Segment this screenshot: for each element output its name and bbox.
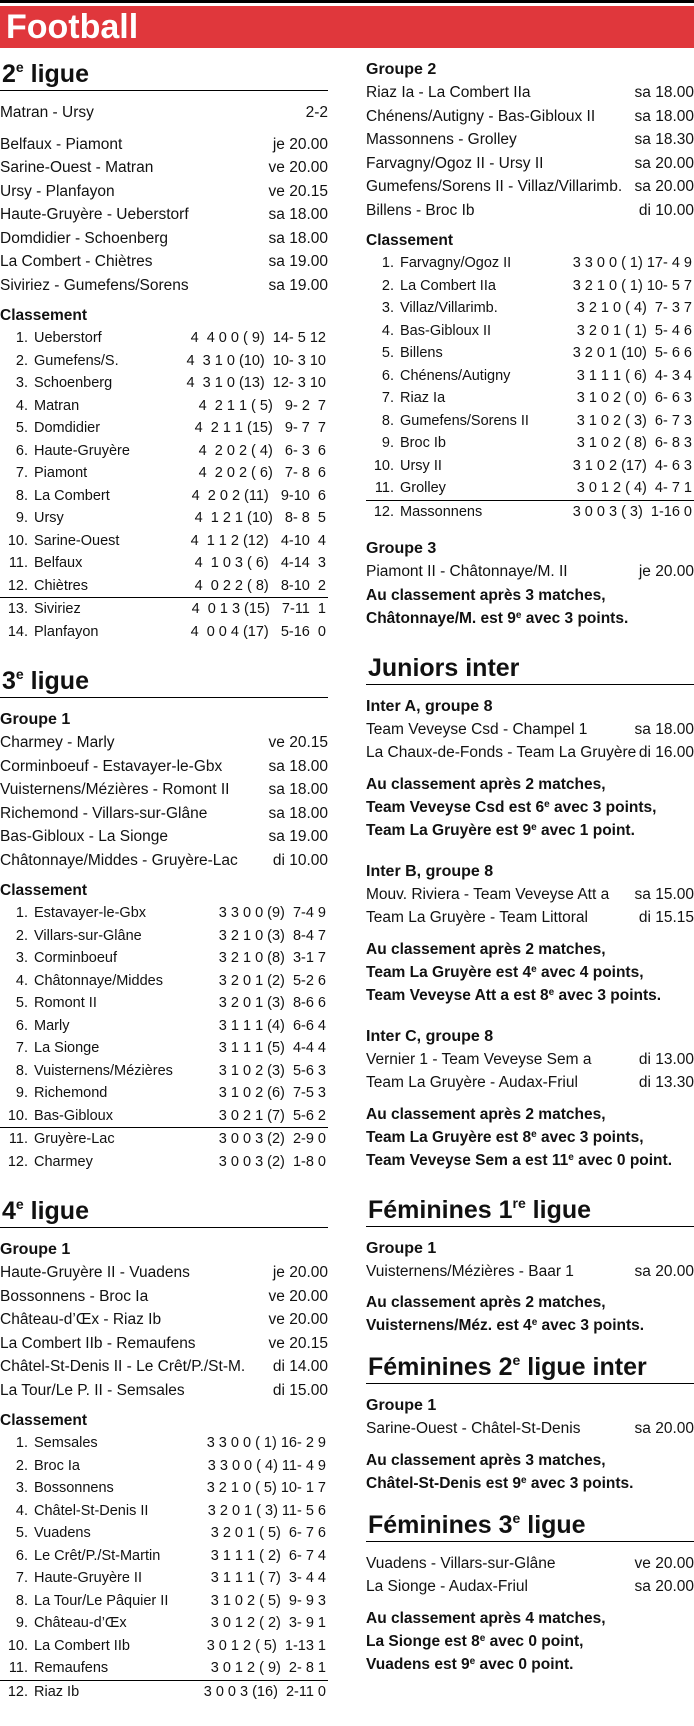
standings-row: 4. Bas-Gibloux II 3 2 0 1 ( 1) 5- 4 6 [381,322,692,339]
section-groupe-2 [366,58,694,523]
fixture-row: Château-d’Œx - Riaz Ib ve 20.00 [0,1311,328,1328]
standings-row: 1. Semsales 3 3 0 0 ( 1) 16- 2 9 [15,1435,326,1451]
fixture-row: Belfaux - Piamont je 20.00 [0,135,328,153]
standings-table [0,327,328,643]
standings-row: 4. Matran 4 2 1 1 ( 5) 9- 2 7 [15,397,326,414]
standings-row: 9. Richemond 3 1 0 2 (6) 7-5 3 [15,1085,326,1101]
standings-row: 3. Schoenberg 4 3 1 0 (13) 12- 3 10 [15,375,326,391]
fixtures-list [366,718,694,765]
fixture-row: Charmey - Marly ve 20.15 [0,734,328,751]
group-label: Groupe 1 [0,711,71,728]
fixture-row: Vernier 1 - Team Veveyse Sem a di 13.00 [366,1050,694,1068]
fixture-row: Siviriez - Gumefens/Sorens sa 19.00 [0,276,328,294]
fixture-row: Ursy - Planfayon ve 20.15 [0,182,328,200]
standings-note: Au classement après 2 matches, Team La Gruyère est 4e avec 4 points, Team Veveyse Att a est 8e avec 3 points. [366,940,662,1004]
section-heading: Juniors inter [366,652,694,685]
section-feminines-1re-ligue [366,1194,694,1338]
fixture-row: Massonnens - Grolley sa 18.30 [366,131,694,148]
right-column [366,58,694,1698]
fixture-row: Domdidier - Schoenberg sa 18.00 [0,229,328,247]
group-label: Groupe 1 [366,1397,437,1414]
fixtures-list [366,81,694,222]
fixture-row: La Chaux-de-Fonds - Team La Gruyère di 16.00 [366,744,694,761]
section-heading: Féminines 2e ligue inter [366,1351,694,1384]
fixture-row: Billens - Broc Ib di 10.00 [366,201,694,219]
standings-row: 2. La Combert IIa 3 2 1 0 ( 1) 10- 5 7 [381,277,692,294]
standings-row: 12. Riaz Ib 3 0 0 3 (16) 2-11 0 [7,1683,326,1700]
section-heading: Féminines 1re ligue [366,1194,694,1227]
fixture-row: Riaz Ia - La Combert IIa sa 18.00 [366,84,694,101]
fixture-row: Corminboeuf - Estavayer-le-Gbx sa 18.00 [0,757,328,775]
standings-row: 2. Gumefens/S. 4 3 1 0 (10) 10- 3 10 [15,352,326,369]
standings-row: 5. Billens 3 2 0 1 (10) 5- 6 6 [381,345,692,361]
standings-table [366,252,694,523]
standings-row: 3. Bossonnens 3 2 1 0 ( 5) 10- 1 7 [15,1480,326,1496]
left-column [0,58,328,1725]
fixture-row: Sarine-Ouest - Châtel-St-Denis sa 20.00 [366,1420,694,1437]
fixture-row: Sarine-Ouest - Matran ve 20.00 [0,159,328,176]
standings-row: 5. Vuadens 3 2 0 1 ( 5) 6- 7 6 [15,1525,326,1541]
fixture-row: Haute-Gruyère II - Vuadens je 20.00 [0,1264,328,1281]
standings-row: 2. Villars-sur-Glâne 3 2 1 0 (3) 8-4 7 [15,927,326,944]
fixture-row: Bossonnens - Broc Ia ve 20.00 [0,1287,328,1305]
standings-row: 6. Marly 3 1 1 1 (4) 6-6 4 [15,1017,326,1034]
fixture-row: Châtonnaye/Middes - Gruyère-Lac di 10.00 [0,851,328,869]
standings-note: Au classement après 4 matches, La Sionge est 8e avec 0 point, Vuadens est 9e avec 0 point. [366,1609,606,1673]
fixture-row: La Sionge - Audax-Friul sa 20.00 [366,1578,694,1595]
standings-row: 8. La Tour/Le Pâquier II 3 1 0 2 ( 5) 9- 9 3 [15,1592,326,1609]
standings-row: 3. Villaz/Villarimb. 3 2 1 0 ( 4) 7- 3 7 [381,300,692,316]
fixture-row: Farvagny/Ogoz II - Ursy II sa 20.00 [366,154,694,172]
standings-note: Au classement après 2 matches, Team La Gruyère est 8e avec 3 points, Team Veveyse Sem a est 11e avec 0 point. [366,1105,672,1169]
fixture-row: Piamont II - Châtonnaye/M. II je 20.00 [366,563,694,580]
standings-row: 7. Piamont 4 2 0 2 ( 6) 7- 8 6 [15,465,326,481]
standings-note: Au classement après 2 matches, Vuisternens/Méz. est 4e avec 3 points. [366,1294,645,1334]
result-row: Matran - Ursy 2-2 [0,104,328,121]
standings-note: Au classement après 3 matches, Châtonnaye/M. est 9e avec 3 points. [366,586,629,627]
section-juniors-inter [366,652,694,1172]
standings-label: Classement [0,882,88,899]
fixture-row: Vuisternens/Mézières - Romont II sa 18.00 [0,781,328,798]
standings-row: 12. Massonnens 3 0 0 3 ( 3) 1-16 0 [373,503,692,520]
fixtures-list [0,133,328,298]
group-label: Inter A, groupe 8 [366,697,493,715]
section-groupe-3 [366,537,694,630]
standings-row: 6. Haute-Gruyère 4 2 0 2 ( 4) 6- 3 6 [15,442,326,459]
fixture-row: Chénens/Autigny - Bas-Gibloux II sa 18.00 [366,107,694,125]
standings-row: 7. Haute-Gruyère II 3 1 1 1 ( 7) 3- 4 4 [15,1570,326,1586]
standings-row: 6. Chénens/Autigny 3 1 1 1 ( 6) 4- 3 4 [381,367,692,384]
standings-row: 14. Planfayon 4 0 0 4 (17) 5-16 0 [7,623,326,640]
fixture-row: Vuadens - Villars-sur-Glâne ve 20.00 [366,1554,694,1572]
standings-row: 11. Remaufens 3 0 1 2 ( 9) 2- 8 1 [0,1657,328,1681]
section-3e-ligue [0,665,328,1173]
standings-row: 2. Broc Ia 3 3 0 0 ( 4) 11- 4 9 [15,1457,326,1474]
standings-row: 7. Riaz Ia 3 1 0 2 ( 0) 6- 6 3 [381,390,692,406]
fixture-row: La Combert IIb - Remaufens ve 20.15 [0,1334,328,1352]
section-heading: 2e ligue [0,58,328,91]
fixture-row: Vuisternens/Mézières - Baar 1 sa 20.00 [366,1262,694,1280]
standings-row: 13. Siviriez 4 0 1 3 (15) 7-11 1 [7,601,326,617]
group-label: Inter B, groupe 8 [366,862,494,880]
fixtures-list [0,731,328,872]
standings-note: Au classement après 3 matches, Châtel-St-Denis est 9e avec 3 points. [366,1451,634,1492]
standings-row: 9. Château-d’Œx 3 0 1 2 ( 2) 3- 9 1 [15,1615,326,1631]
standings-row: 1. Estavayer-le-Gbx 3 3 0 0 (9) 7-4 9 [15,905,326,921]
fixture-row: La Tour/Le P. II - Semsales di 15.00 [0,1381,328,1399]
standings-row: 4. Châtel-St-Denis II 3 2 0 1 ( 3) 11- 5 6 [15,1502,326,1519]
section-feminines-2e-ligue-inter [366,1351,694,1495]
standings-row: 5. Domdidier 4 2 1 1 (15) 9- 7 7 [15,420,326,436]
fixture-row: Team La Gruyère - Audax-Friul di 13.30 [366,1074,694,1091]
fixtures-list [366,1552,694,1599]
standings-row: 7. La Sionge 3 1 1 1 (5) 4-4 4 [15,1040,326,1056]
standings-row: 8. Vuisternens/Mézières 3 1 0 2 (3) 5-6 3 [15,1062,326,1079]
group-label: Groupe 2 [366,61,437,78]
standings-row: 1. Ueberstorf 4 4 0 0 ( 9) 14- 5 12 [15,330,326,346]
section-heading: Féminines 3e ligue [366,1509,694,1542]
standings-row: 10. Bas-Gibloux 3 0 2 1 (7) 5-6 2 [0,1105,328,1129]
standings-label: Classement [0,1412,88,1429]
fixture-row: Bas-Gibloux - La Sionge sa 19.00 [0,828,328,845]
standings-row: 12. Charmey 3 0 0 3 (2) 1-8 0 [7,1153,326,1170]
fixture-row: Mouv. Riviera - Team Veveyse Att a sa 15.00 [366,885,694,903]
standings-row: 11. Gruyère-Lac 3 0 0 3 (2) 2-9 0 [8,1131,326,1147]
standings-row: 4. Châtonnaye/Middes 3 2 0 1 (2) 5-2 6 [15,972,326,989]
standings-row: 9. Broc Ib 3 1 0 2 ( 8) 6- 8 3 [381,435,692,451]
standings-row: 3. Corminboeuf 3 2 1 0 (8) 3-1 7 [15,950,326,966]
top-rule [0,0,694,3]
standings-row: 8. Gumefens/Sorens II 3 1 0 2 ( 3) 6- 7 3 [381,412,692,429]
standings-note: Au classement après 2 matches, Team Veveyse Csd est 6e avec 3 points, Team La Gruyère est 9e avec 1 point. [366,775,657,839]
standings-table [0,1432,328,1703]
fixtures-list [366,883,694,930]
section-4e-ligue [0,1195,328,1703]
group-label: Groupe 1 [0,1241,71,1258]
standings-row: 10. Sarine-Ouest 4 1 1 2 (12) 4-10 4 [7,532,326,549]
section-heading: 3e ligue [0,665,328,698]
fixture-row: Châtel-St-Denis II - Le Crêt/P./St-M. di 14.00 [0,1358,328,1375]
standings-table [0,902,328,1173]
section-banner: Football [0,6,694,48]
fixture-row: Team Veveyse Csd - Champel 1 sa 18.00 [366,720,694,738]
standings-label: Classement [0,307,88,324]
standings-row: 6. Le Crêt/P./St-Martin 3 1 1 1 ( 2) 6- 7 4 [15,1547,326,1564]
section-heading: 4e ligue [0,1195,328,1228]
standings-label: Classement [366,232,454,249]
fixture-row: Haute-Gruyère - Ueberstorf sa 18.00 [0,206,328,223]
standings-row: 9. Ursy 4 1 2 1 (10) 8- 8 5 [15,510,326,526]
standings-row: 10. Ursy II 3 1 0 2 (17) 4- 6 3 [373,457,692,474]
fixture-row: Richemond - Villars-sur-Glâne sa 18.00 [0,804,328,822]
fixtures-list [0,1261,328,1402]
group-label: Inter C, groupe 8 [366,1027,494,1045]
group-label: Groupe 3 [366,540,437,557]
fixture-row: La Combert - Chiètres sa 19.00 [0,253,328,270]
standings-row: 12. Chiètres 4 0 2 2 ( 8) 8-10 2 [0,575,328,599]
fixture-row: Team La Gruyère - Team Littoral di 15.15 [366,909,694,926]
standings-row: 11. Belfaux 4 1 0 3 ( 6) 4-14 3 [8,555,326,571]
fixture-row: Gumefens/Sorens II - Villaz/Villarimb. sa 20.00 [366,178,694,195]
group-label: Groupe 1 [366,1239,437,1257]
standings-row: 1. Farvagny/Ogoz II 3 3 0 0 ( 1) 17- 4 9 [381,255,692,271]
standings-row: 8. La Combert 4 2 0 2 (11) 9-10 6 [15,487,326,504]
standings-row: 5. Romont II 3 2 0 1 (3) 8-6 6 [15,995,326,1011]
standings-row: 11. Grolley 3 0 1 2 ( 4) 4- 7 1 [366,477,694,501]
fixtures-list [366,1048,694,1095]
standings-row: 10. La Combert IIb 3 0 1 2 ( 5) 1-13 1 [7,1637,326,1654]
section-2e-ligue [0,58,328,643]
section-feminines-3e-ligue [366,1509,694,1676]
